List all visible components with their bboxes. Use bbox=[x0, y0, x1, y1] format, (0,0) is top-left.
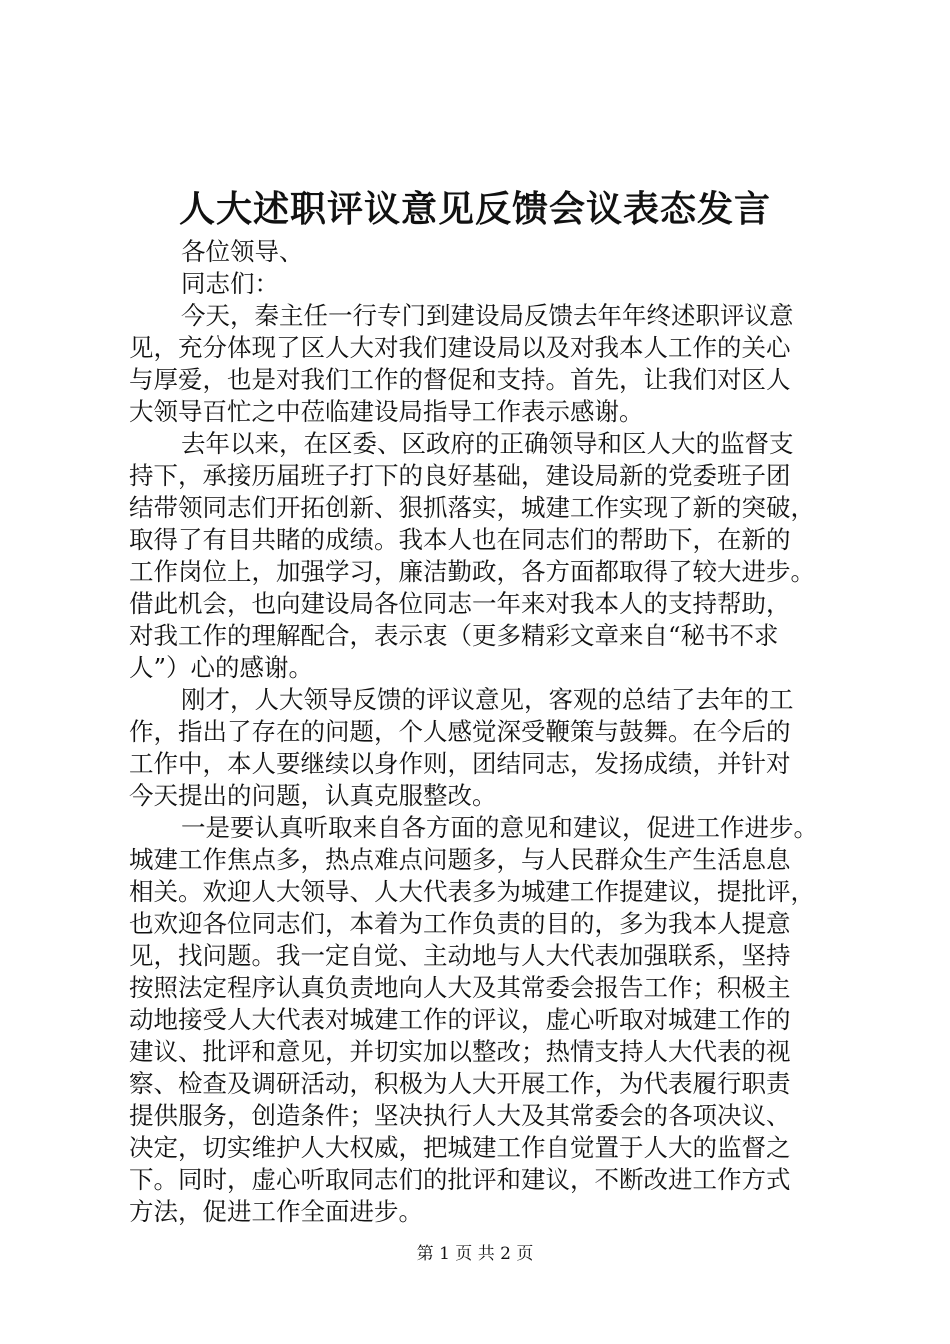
text-line: 一是要认真听取来自各方面的意见和建议，促进工作进步。 bbox=[181, 813, 818, 842]
text-line: 动地接受人大代表对城建工作的评议，虚心听取对城建工作的 bbox=[129, 1005, 791, 1034]
text-line: 察、检查及调研活动，积极为人大开展工作，为代表履行职责 bbox=[129, 1069, 791, 1098]
text-line: 提供服务，创造条件；坚决执行人大及其常委会的各项决议、 bbox=[129, 1101, 791, 1130]
text-line: 持下，承接历届班子打下的良好基础，建设局新的党委班子团 bbox=[129, 461, 791, 490]
page-footer: 第 1 页 共 2 页 bbox=[416, 1244, 534, 1264]
text-line: 今天提出的问题，认真克服整改。 bbox=[129, 781, 497, 810]
text-line: 按照法定程序认真负责地向人大及其常委会报告工作；积极主 bbox=[129, 973, 791, 1002]
text-line: 结带领同志们开拓创新、狠抓落实，城建工作实现了新的突破， bbox=[129, 493, 815, 522]
text-line: 建议、批评和意见，并切实加以整改；热情支持人大代表的视 bbox=[129, 1037, 791, 1066]
text-line: 各位领导、 bbox=[181, 237, 304, 266]
text-line: 与厚爱，也是对我们工作的督促和支持。首先，让我们对区人 bbox=[129, 365, 791, 394]
text-line: 下。同时，虚心听取同志们的批评和建议，不断改进工作方式 bbox=[129, 1165, 791, 1194]
text-line: 刚才，人大领导反馈的评议意见，客观的总结了去年的工 bbox=[181, 685, 794, 714]
text-line: 见，充分体现了区人大对我们建设局以及对我本人工作的关心 bbox=[129, 333, 791, 362]
document-body bbox=[129, 236, 835, 1228]
text-line: 作，指出了存在的问题，个人感觉深受鞭策与鼓舞。在今后的 bbox=[129, 717, 791, 746]
text-line: 决定，切实维护人大权威，把城建工作自觉置于人大的监督之 bbox=[129, 1133, 791, 1162]
text-line: 同志们： bbox=[181, 269, 279, 298]
text-line: 取得了有目共睹的成绩。我本人也在同志们的帮助下，在新的 bbox=[129, 525, 791, 554]
text-line: 见，找问题。我一定自觉、主动地与人大代表加强联系，坚持 bbox=[129, 941, 791, 970]
text-line: 大领导百忙之中莅临建设局指导工作表示感谢。 bbox=[129, 397, 644, 426]
text-line: 对我工作的理解配合，表示衷（更多精彩文章来自“秘书不求 bbox=[129, 621, 779, 650]
text-line: 今天，秦主任一行专门到建设局反馈去年年终述职评议意 bbox=[181, 301, 794, 330]
text-line: 工作岗位上，加强学习，廉洁勤政，各方面都取得了较大进步。 bbox=[129, 557, 815, 586]
text-line: 工作中，本人要继续以身作则，团结同志，发扬成绩，并针对 bbox=[129, 749, 791, 778]
text-line: 借此机会，也向建设局各位同志一年来对我本人的支持帮助， bbox=[129, 589, 791, 618]
text-line: 相关。欢迎人大领导、人大代表多为城建工作提建议，提批评， bbox=[129, 877, 815, 906]
text-line: 城建工作焦点多，热点难点问题多，与人民群众生产生活息息 bbox=[129, 845, 791, 874]
page-title: 人大述职评议意见反馈会议表态发言 bbox=[178, 188, 771, 230]
text-line: 也欢迎各位同志们，本着为工作负责的目的，多为我本人提意 bbox=[129, 909, 791, 938]
text-line: 方法，促进工作全面进步。 bbox=[129, 1197, 423, 1226]
text-line: 人”）心的感谢。 bbox=[129, 653, 314, 682]
text-line: 去年以来，在区委、区政府的正确领导和区人大的监督支 bbox=[181, 429, 794, 458]
